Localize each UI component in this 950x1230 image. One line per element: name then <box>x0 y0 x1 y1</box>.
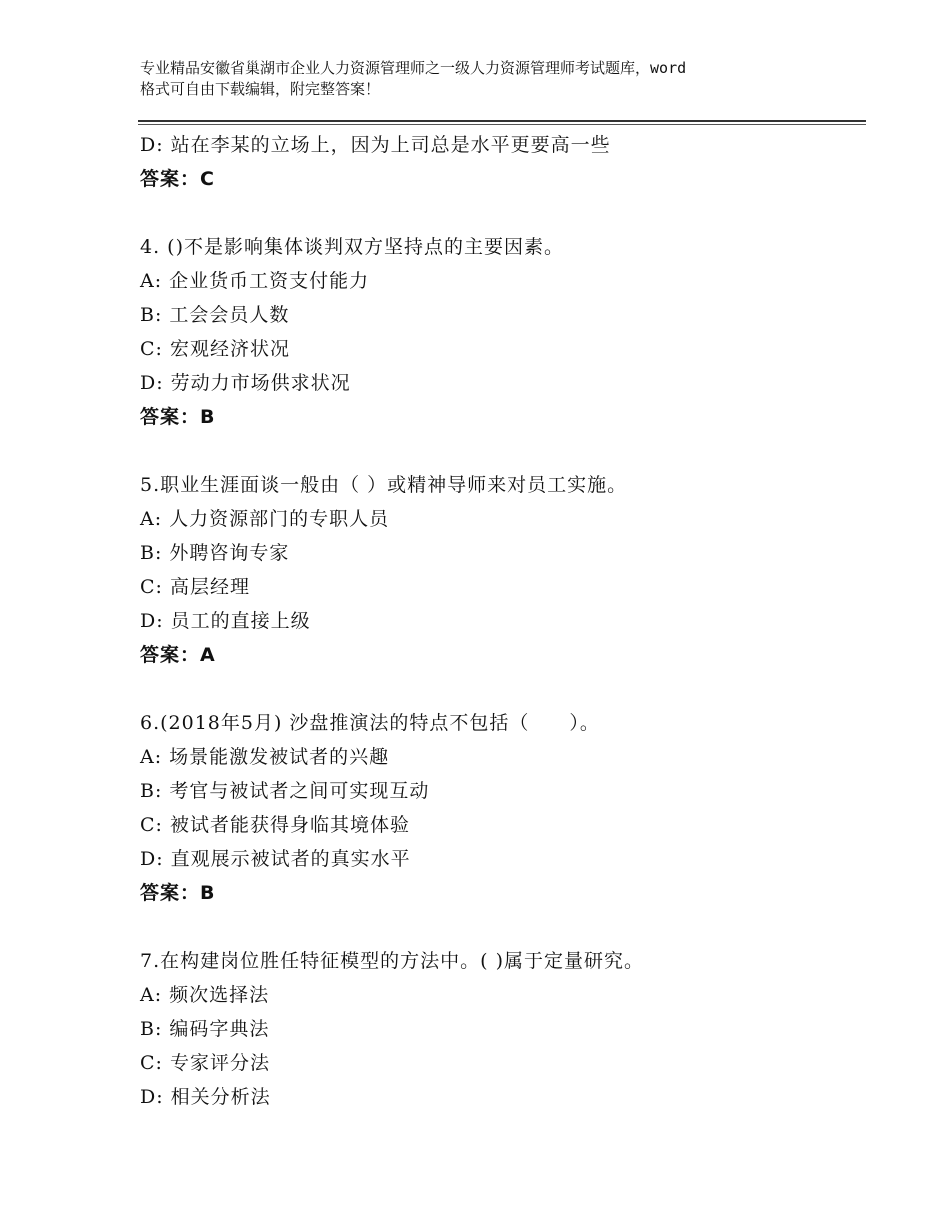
question-stem: 6.(2018年5月) 沙盘推演法的特点不包括（ ）。 <box>140 712 600 734</box>
option-d: D: 直观展示被试者的真实水平 <box>140 848 411 870</box>
option-b: B: 工会会员人数 <box>140 304 290 326</box>
question-6 <box>140 706 860 910</box>
option-c: C: 被试者能获得身临其境体验 <box>140 814 410 836</box>
option-d: D: 劳动力市场供求状况 <box>140 372 351 394</box>
question-stem: 5.职业生涯面谈一般由（ ）或精神导师来对员工实施。 <box>140 474 628 496</box>
option-c: C: 宏观经济状况 <box>140 338 290 360</box>
spacer <box>140 672 860 706</box>
header-divider-thin <box>138 124 866 125</box>
header-divider-thick <box>138 120 866 122</box>
question-4 <box>140 230 860 434</box>
spacer <box>140 434 860 468</box>
option-d: D: 相关分析法 <box>140 1086 271 1108</box>
header-title-line-1: 专业精品安徽省巢湖市企业人力资源管理师之一级人力资源管理师考试题库，word <box>140 59 687 77</box>
question-5 <box>140 468 860 672</box>
option-c: C: 专家评分法 <box>140 1052 270 1074</box>
option-d: D: 员工的直接上级 <box>140 610 311 632</box>
answer: 答案：B <box>140 406 216 428</box>
answer: 答案：B <box>140 882 216 904</box>
spacer <box>140 196 860 230</box>
option-a: A: 频次选择法 <box>140 984 270 1006</box>
option-c: C: 高层经理 <box>140 576 250 598</box>
question-stem: 4. ()不是影响集体谈判双方坚持点的主要因素。 <box>140 236 564 258</box>
option-a: A: 人力资源部门的专职人员 <box>140 508 390 530</box>
spacer <box>140 910 860 944</box>
option-b: B: 编码字典法 <box>140 1018 270 1040</box>
question-content <box>140 128 860 1114</box>
option-a: A: 场景能激发被试者的兴趣 <box>140 746 390 768</box>
prev-question-option-d: D: 站在李某的立场上，因为上司总是水平更要高一些 <box>140 134 611 156</box>
header-title-line-2: 格式可自由下载编辑，附完整答案！ <box>140 80 381 98</box>
option-a: A: 企业货币工资支付能力 <box>140 270 370 292</box>
answer: 答案：A <box>140 644 216 666</box>
option-b: B: 考官与被试者之间可实现互动 <box>140 780 430 802</box>
question-stem: 7.在构建岗位胜任特征模型的方法中。( )属于定量研究。 <box>140 950 644 972</box>
option-b: B: 外聘咨询专家 <box>140 542 290 564</box>
prev-question-answer: 答案：C <box>140 168 215 190</box>
question-7 <box>140 944 860 1114</box>
page-header <box>140 58 820 100</box>
